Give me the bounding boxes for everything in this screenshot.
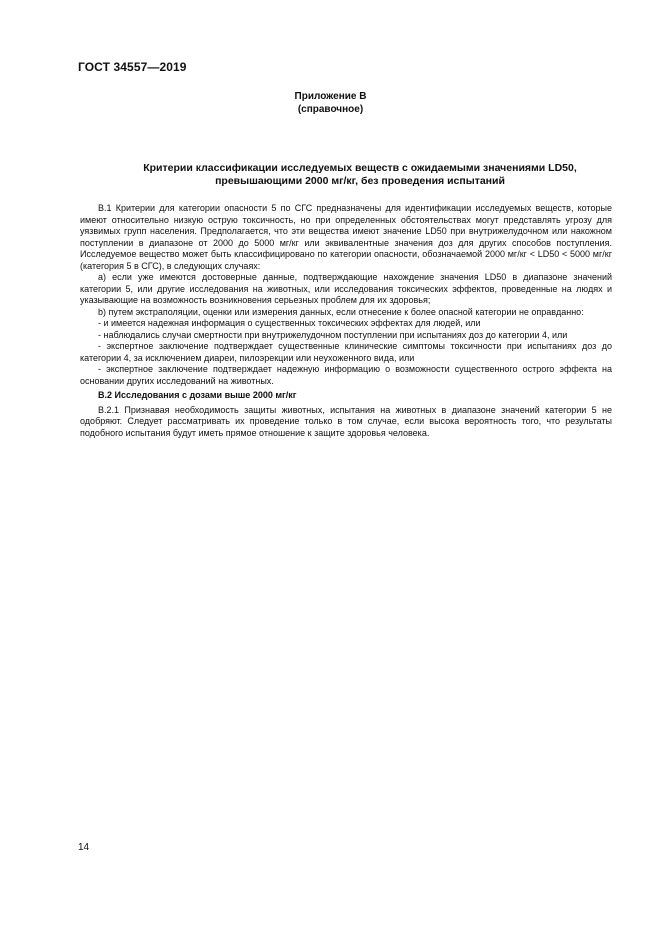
bullet-4: - экспертное заключение подтверждает надежную информацию о возможности существенного острого эффекта на основании других исследований на животных. [80, 364, 612, 386]
document-title [80, 162, 640, 188]
paragraph-b: b) путем экстраполяции, оценки или измерения данных, если отнесение к более опасной категории не оправданно: [98, 306, 584, 317]
document-code: ГОСТ 34557—2019 [78, 60, 187, 74]
bullet-2: - наблюдались случаи смертности при внутрижелудочном поступлении при испытаниях доз до категории 4, или [98, 329, 568, 340]
paragraph-a: а) если уже имеются достоверные данные, подтверждающие нахождение значения LD50 в диапазоне значений категории 5, или другие исследования на животных, или исследования токсических эффектов, проведенные на людях и указывающие на возможность возникновения серьезных проблем для их здоровья; [80, 272, 612, 305]
document-title-line-2: превышающими 2000 мг/кг, без проведения испытаний [215, 175, 505, 187]
bullet-3: - экспертное заключение подтверждает существенные клинические симптомы токсичности при испытаниях доз до категории 4, за исключением диареи, пилоэрекции или неухоженного вида, или [80, 341, 612, 363]
page-number: 14 [78, 842, 90, 853]
section-heading-b2: В.2 Исследования с дозами выше 2000 мг/кг [98, 390, 297, 400]
document-body [80, 203, 612, 439]
bullet-1: - и имеется надежная информация о существенных токсических эффектах для людей, или [98, 318, 481, 328]
appendix-title: Приложение В [294, 91, 367, 102]
document-title-line-1: Критерии классификации исследуемых веществ с ожидаемыми значениями LD50, [143, 162, 577, 174]
paragraph-b1: В.1 Критерии для категории опасности 5 по СГС предназначены для идентификации исследуемых веществ, которые имеют относительно низкую острую токсичность, но при определенных обстоятельствах могут представлять угрозу для уязвимых групп населения. Предполагается, что эти вещества имеют значение LD50 при внутрижелудочном или накожном поступлении в диапазоне от 2000 до 5000 мг/кг или эквивалентные значения доз для других способов поступления. Исследуемое вещество может быть классифицировано по категории опасности, обозначаемой 2000 мг/кг < LD50 < 5000 мг/кг (категория 5 в СГС), в следующих случаях: [80, 203, 612, 271]
appendix-subtitle: (справочное) [297, 104, 364, 115]
paragraph-b21: В.2.1 Признавая необходимость защиты животных, испытания на животных в диапазоне значений категории 5 не одобряют. Следует рассматривать их проведение только в том случае, если высока вероятность того, что результаты подобного испытания будут иметь прямое отношение к защите здоровья человека. [80, 404, 612, 438]
